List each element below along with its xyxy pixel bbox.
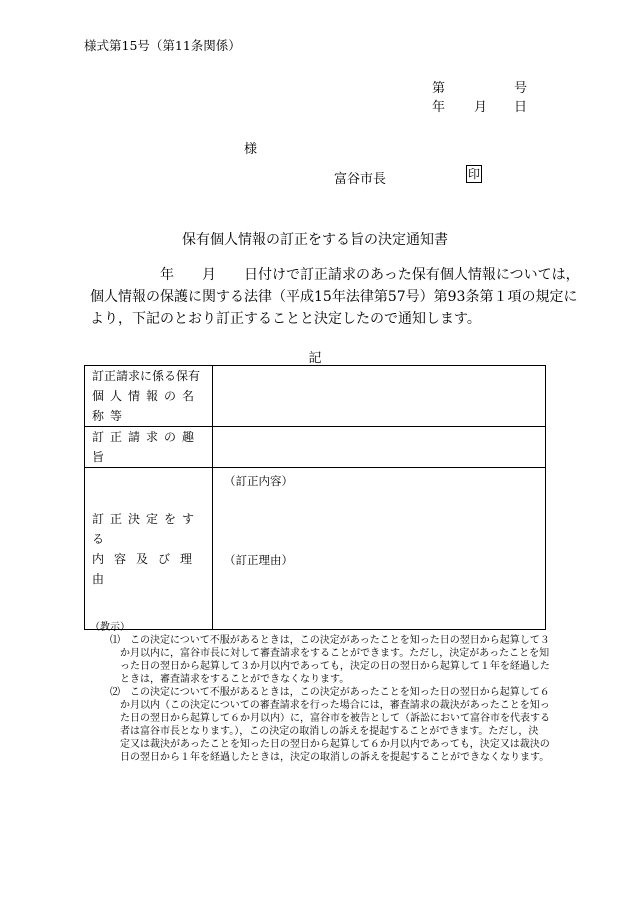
note-line: ときは，審査請求をすることができなくなります。 [120, 674, 350, 685]
instruction-notes [90, 621, 550, 764]
info-name-field[interactable] [213, 366, 546, 427]
notes-heading: （教示） [90, 622, 130, 633]
note-line: 日の翌日から１年を経過したときは，決定の取消しの訴えを提起することができなくなります。 [120, 752, 550, 763]
decision-field[interactable] [213, 468, 546, 630]
table-row [85, 427, 546, 468]
note-line: ⑴ この決定について不服があるときは，この決定があったことを知った日の翌日から起算して３ [110, 635, 550, 646]
row-label-decision [85, 468, 213, 630]
correction-reason-label: （訂正理由） [224, 553, 293, 567]
note-line: 者は富谷市長となります。），この決定の取消しの訴えを提起することができます。ただし，決 [120, 726, 539, 737]
seal-mark: 印 [467, 167, 480, 181]
note-line: ⑵ この決定について不服があるときは，この決定があったことを知った日の翌日から起算して６ [110, 687, 550, 698]
issuer-name: 富谷市長 [334, 172, 387, 187]
body-line: より，下記のとおり訂正することと決定したので通知します。 [90, 311, 481, 327]
body-paragraph [90, 264, 580, 330]
ki-heading: 記 [308, 351, 322, 366]
detail-table [84, 365, 546, 630]
recipient-honorific: 様 [244, 142, 258, 157]
row-label-info-name [85, 366, 213, 427]
document-title: 保有個人情報の訂正をする旨の決定通知書 [182, 232, 448, 248]
date-month: 月 [474, 100, 488, 115]
label-line: 訂正請求に係る保有 [92, 369, 201, 383]
date-day: 日 [514, 100, 528, 115]
note-line: た日の翌日から起算して６か月以内）に，富谷市を被告として（訴訟において富谷市を代表する [120, 713, 550, 724]
body-line: 個人情報の保護に関する法律（平成15年法律第57号）第93条第１項の規定に [90, 289, 578, 305]
note-line: か月以内（この決定についての審査請求を行った場合には，審査請求の裁決があったことを知っ [120, 700, 550, 711]
request-purpose-field[interactable] [213, 427, 546, 468]
label-line: 個人情報の名称等 [92, 389, 201, 423]
label-line: 内容及び理由 [92, 551, 203, 586]
date-year: 年 [432, 100, 446, 115]
document-number-suffix: 号 [514, 81, 528, 96]
body-line: 年 月 日付けで訂正請求のあった保有個人情報については， [90, 267, 580, 283]
note-line: か月以内に，富谷市長に対して審査請求をすることができます。ただし，決定があったことを知 [120, 648, 550, 659]
note-line: った日の翌日から起算して３か月以内であっても，決定の日の翌日から起算して１年を経過した [120, 661, 550, 672]
row-label-request-purpose: 訂正請求の趣旨 [85, 427, 213, 468]
correction-content-label: （訂正内容） [224, 474, 293, 488]
table-row [85, 366, 546, 427]
note-line: 定又は裁決があったことを知った日の翌日から起算して６か月以内であっても，決定又は裁決の [120, 739, 550, 750]
label-line: 訂正決定をする [92, 511, 201, 546]
form-number: 様式第15号（第11条関係） [84, 38, 241, 53]
document-number-prefix: 第 [432, 81, 446, 96]
table-row [85, 468, 546, 630]
